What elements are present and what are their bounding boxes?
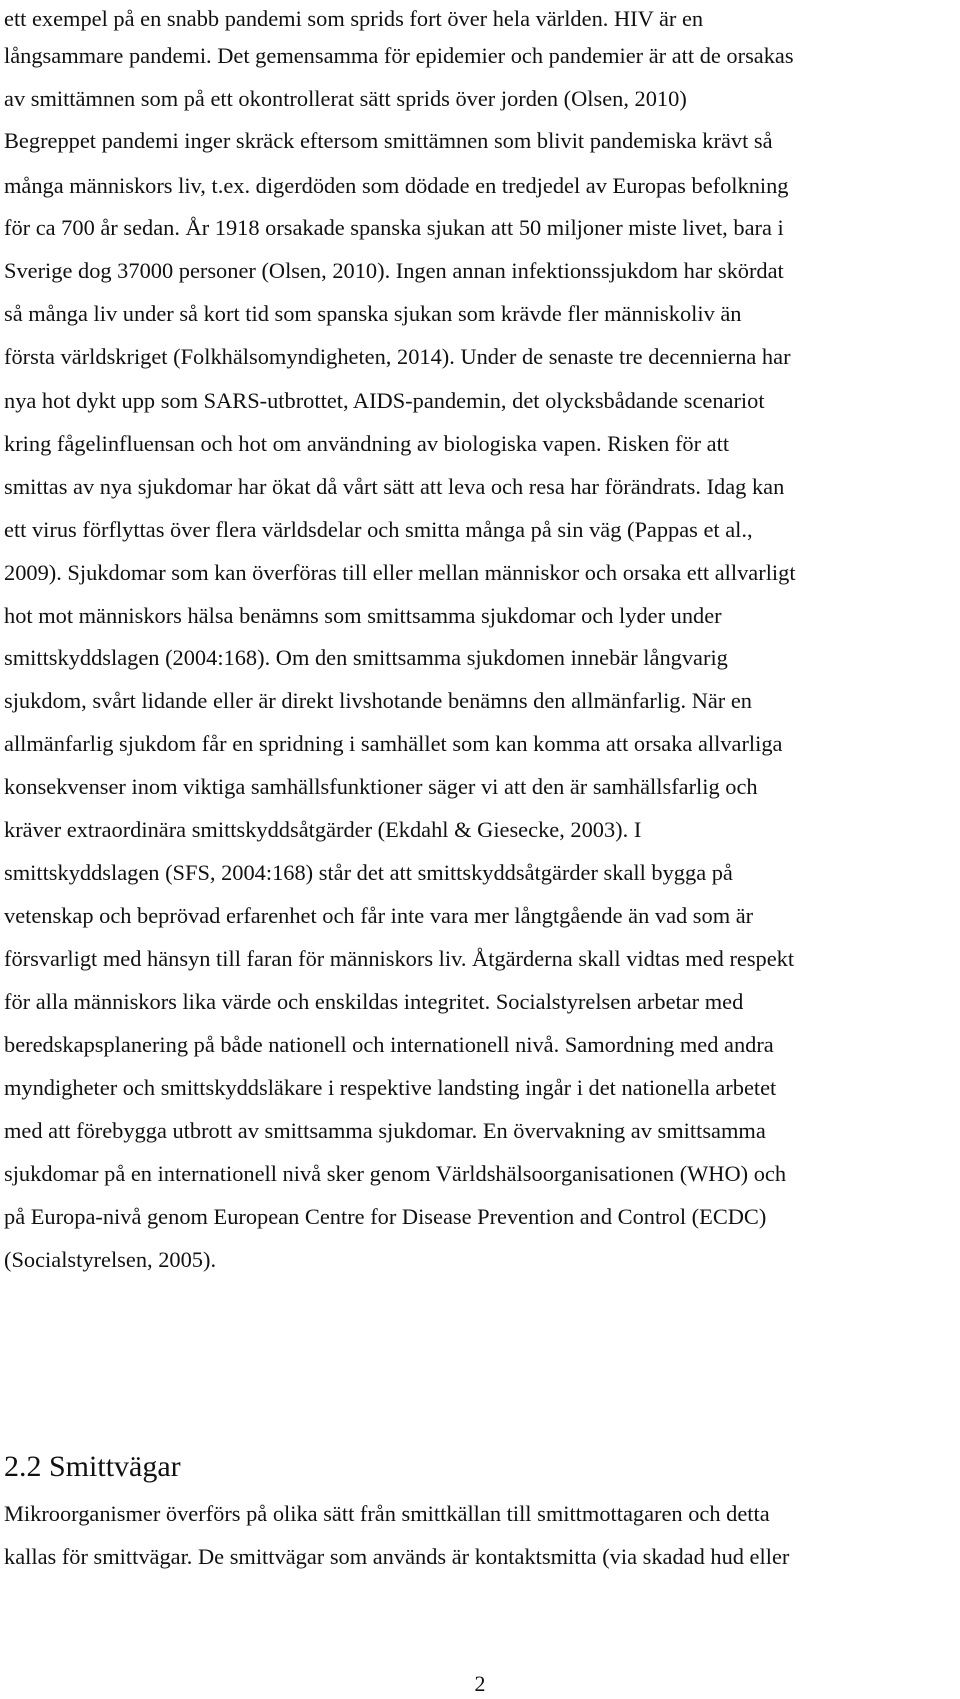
text-line: för ca 700 år sedan. År 1918 orsakade spanska sjukan att 50 miljoner miste livet, bara i	[4, 215, 784, 240]
text-line: smittskyddslagen (2004:168). Om den smittsamma sjukdomen innebär långvarig	[4, 645, 728, 670]
text-line: så många liv under så kort tid som spanska sjukan som krävde fler människoliv än	[4, 301, 742, 326]
text-line: myndigheter och smittskyddsläkare i respektive landsting ingår i det nationella arbetet	[4, 1075, 777, 1100]
text-line: vetenskap och beprövad erfarenhet och får inte vara mer långtgående än vad som är	[4, 903, 754, 928]
text-line: många människors liv, t.ex. digerdöden som dödade en tredjedel av Europas befolkning	[4, 173, 789, 198]
text-line: kring fågelinfluensan och hot om användning av biologiska vapen. Risken för att	[4, 431, 730, 456]
text-line: 2009). Sjukdomar som kan överföras till eller mellan människor och orsaka ett allvarligt	[4, 560, 796, 585]
text-line: för alla människors lika värde och enskildas integritet. Socialstyrelsen arbetar med	[4, 989, 744, 1014]
text-line: sjukdomar på en internationell nivå sker genom Världshälsoorganisationen (WHO) och	[4, 1161, 787, 1186]
text-line: konsekvenser inom viktiga samhällsfunktioner säger vi att den är samhällsfarlig och	[4, 774, 758, 799]
text-line: Mikroorganismer överförs på olika sätt från smittkällan till smittmottagaren och detta	[4, 1501, 770, 1526]
text-line: ett virus förflyttas över flera världsdelar och smitta många på sin väg (Pappas et al.,	[4, 517, 753, 542]
text-line: smittas av nya sjukdomar har ökat då vårt sätt att leva och resa har förändrats. Idag kan	[4, 474, 785, 499]
text-line: nya hot dykt upp som SARS-utbrottet, AIDS-pandemin, det olycksbådande scenariot	[4, 388, 765, 413]
text-line: första världskriget (Folkhälsomyndigheten, 2014). Under de senaste tre decennierna har	[4, 344, 791, 369]
page-number: 2	[474, 1671, 486, 1696]
text-line: sjukdom, svårt lidande eller är direkt livshotande benämns den allmänfarlig. När en	[4, 688, 752, 713]
text-line: Begreppet pandemi inger skräck eftersom smittämnen som blivit pandemiska krävt så	[4, 128, 773, 153]
text-line: kallas för smittvägar. De smittvägar som används är kontaktsmitta (via skadad hud eller	[4, 1544, 790, 1569]
text-line: försvarligt med hänsyn till faran för människors liv. Åtgärderna skall vidtas med respekt	[4, 946, 795, 971]
text-line: med att förebygga utbrott av smittsamma sjukdomar. En övervakning av smittsamma	[4, 1118, 766, 1143]
section-heading: 2.2 Smittvägar	[4, 1450, 181, 1483]
text-line: långsammare pandemi. Det gemensamma för epidemier och pandemier är att de orsakas	[4, 43, 794, 68]
text-line: ett exempel på en snabb pandemi som sprids fort över hela världen. HIV är en	[4, 6, 704, 31]
text-line: på Europa-nivå genom European Centre for Disease Prevention and Control (ECDC)	[4, 1204, 767, 1229]
text-line: allmänfarlig sjukdom får en spridning i samhället som kan komma att orsaka allvarliga	[4, 731, 783, 756]
text-line: beredskapsplanering på både nationell och internationell nivå. Samordning med andra	[4, 1032, 774, 1057]
text-line: kräver extraordinära smittskyddsåtgärder (Ekdahl & Giesecke, 2003). I	[4, 817, 642, 842]
text-line: hot mot människors hälsa benämns som smittsamma sjukdomar och lyder under	[4, 603, 722, 628]
text-line: (Socialstyrelsen, 2005).	[4, 1247, 217, 1272]
text-line: Sverige dog 37000 personer (Olsen, 2010). Ingen annan infektionssjukdom har skördat	[4, 258, 784, 283]
text-line: av smittämnen som på ett okontrollerat sätt sprids över jorden (Olsen, 2010)	[4, 86, 687, 111]
text-line: smittskyddslagen (SFS, 2004:168) står det att smittskyddsåtgärder skall bygga på	[4, 860, 733, 885]
